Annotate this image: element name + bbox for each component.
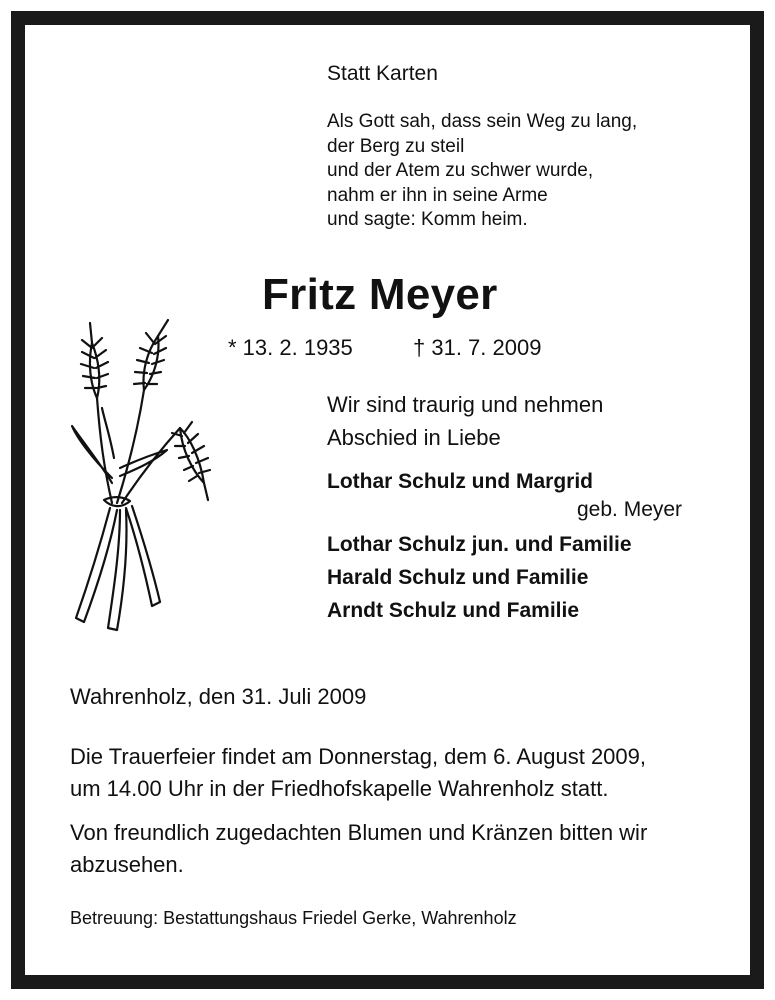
ceremony-text <box>70 741 646 805</box>
poem-line: und sagte: Komm heim. <box>327 209 528 230</box>
family-geb-note: geb. Meyer <box>577 498 683 521</box>
flowers-line: abzusehen. <box>70 852 184 877</box>
flowers-text <box>70 817 647 881</box>
mourning-text <box>327 388 603 454</box>
funeral-home-credit: Betreuung: Bestattungshaus Friedel Gerke, Wahrenholz <box>70 908 517 928</box>
birth-date: * 13. 2. 1935 <box>228 335 353 360</box>
statt-karten-label: Statt Karten <box>327 62 438 85</box>
wheat-bundle-icon <box>62 318 212 638</box>
ceremony-line: Die Trauerfeier findet am Donnerstag, dem 6. August 2009, <box>70 744 646 769</box>
poem-line: und der Atem zu schwer wurde, <box>327 160 594 181</box>
mourning-line: Abschied in Liebe <box>327 425 501 450</box>
mourning-line: Wir sind traurig und nehmen <box>327 392 604 417</box>
ceremony-line: um 14.00 Uhr in der Friedhofskapelle Wahrenholz statt. <box>70 776 609 801</box>
poem <box>327 110 637 233</box>
poem-line: nahm er ihn in seine Arme <box>327 184 548 206</box>
poem-line: Als Gott sah, dass sein Weg zu lang, <box>327 111 638 132</box>
family-member: Lothar Schulz jun. und Familie <box>327 533 632 556</box>
death-date: † 31. 7. 2009 <box>413 335 542 360</box>
place-date: Wahrenholz, den 31. Juli 2009 <box>70 684 367 709</box>
family-member: Arndt Schulz und Familie <box>327 599 580 622</box>
deceased-name: Fritz Meyer <box>262 270 498 319</box>
flowers-line: Von freundlich zugedachten Blumen und Kränzen bitten wir <box>70 820 648 845</box>
family-member: Harald Schulz und Familie <box>327 566 589 589</box>
family-member: Lothar Schulz und Margrid <box>327 470 593 493</box>
poem-line: der Berg zu steil <box>327 135 465 157</box>
